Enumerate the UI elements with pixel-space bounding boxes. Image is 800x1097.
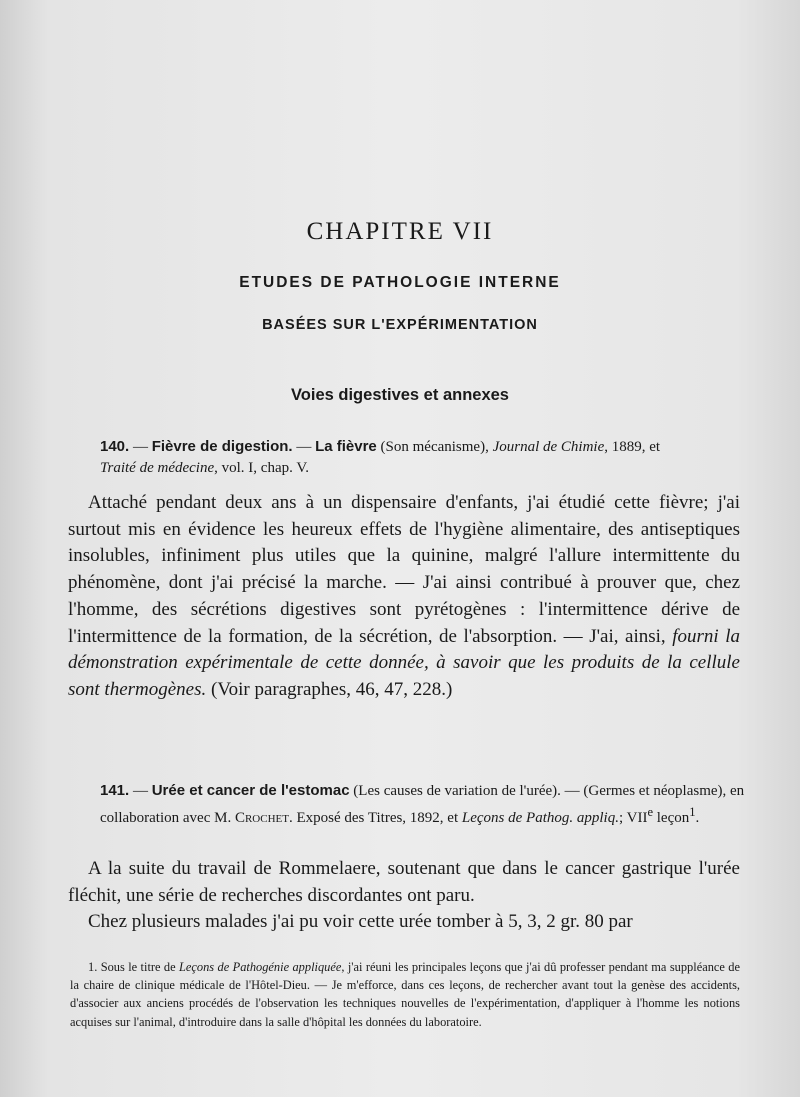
footnote-marker: 1.: [88, 960, 98, 974]
subsection-heading: Voies digestives et annexes: [291, 386, 509, 404]
entry-title: Urée et cancer de l'estomac: [151, 782, 350, 799]
entry-number: 141.: [100, 782, 130, 799]
work-title: Traité de médecine: [100, 460, 215, 476]
entry-subtitle: La fièvre: [315, 438, 377, 455]
work-title: Leçons de Pathog. appliq.: [461, 810, 619, 826]
section-heading-main: ETUDES DE PATHOLOGIE INTERNE: [239, 274, 561, 291]
entry-140-reference: 140. — Fièvre de digestion. — La fièvre (Son mécanisme), Journal de Chimie, 1889, et Traité de médecine, vol. I, chap. V.: [100, 438, 661, 476]
entry-140-paragraph: Attaché pendant deux ans à un dispensaire d'enfants, j'ai étudié cette fièvre; j'ai surtout mis en évidence les heureux effets de l'hygiène alimentaire, des antiseptiques insolubles, infiniment plus utiles que la quinine, malgré l'allure intermittente du phénomène, dont j'ai précisé la marche. — J'ai ainsi contribué à prouver que, chez l'homme, des sécrétions digestives sont pyrétogènes : l'intermittence dérive de l'intermittence de la formation, de la sécrétion, de l'absorption. — J'ai, ainsi, fourni la démonstration expérimentale de cette donnée, à savoir que les produits de la cellule sont thermogènes. (Voir paragraphes, 46, 47, 228.): [68, 492, 740, 700]
journal-name: Journal de Chimie: [492, 439, 605, 455]
coauthor-name: Crochet: [234, 810, 289, 826]
footnote-ref: 1: [689, 805, 696, 819]
entry-title: Fièvre de digestion.: [151, 438, 293, 455]
entry-number: 140.: [100, 438, 130, 455]
entry-141-reference: 141. — Urée et cancer de l'estomac (Les causes de variation de l'urée). — (Germes et néoplasme), en collaboration avec M. Crochet. Exposé des Titres, 1892, et Leçons de Pathog. appliq.; VIIe leçon$^1$.: [100, 782, 745, 826]
footnote: 1. Sous le titre de Leçons de Pathogénie appliquée, j'ai réuni les principales leçons que j'ai dû professer pendant ma suppléance de la chaire de clinique médicale de l'Hôtel-Dieu. — Je m'efforce, dans ces leçons, de rechercher avant tout la genèse des accidents, d'associer aux anciens procédés de l'observation les techniques nouvelles de l'expérimentation, d'appliquer à l'homme les notions acquises sur l'animal, d'introduire dans la salle d'hôpital les données du laboratoire.: [70, 960, 740, 1029]
entry-141-paragraph: A la suite du travail de Rommelaere, soutenant que dans le cancer gastrique l'urée fléchit, une série de recherches discordantes ont paru. Chez plusieurs malades j'ai pu voir cette urée tomber à 5, 3, 2 gr. 80 par: [68, 858, 740, 933]
section-heading-sub: BASÉES SUR L'EXPÉRIMENTATION: [262, 317, 538, 333]
emphasis: fourni la démonstration expérimentale de cette donnée, à savoir que les produits de la cellule sont thermogènes.: [68, 625, 740, 700]
chapter-title: CHAPITRE VII: [306, 218, 494, 245]
